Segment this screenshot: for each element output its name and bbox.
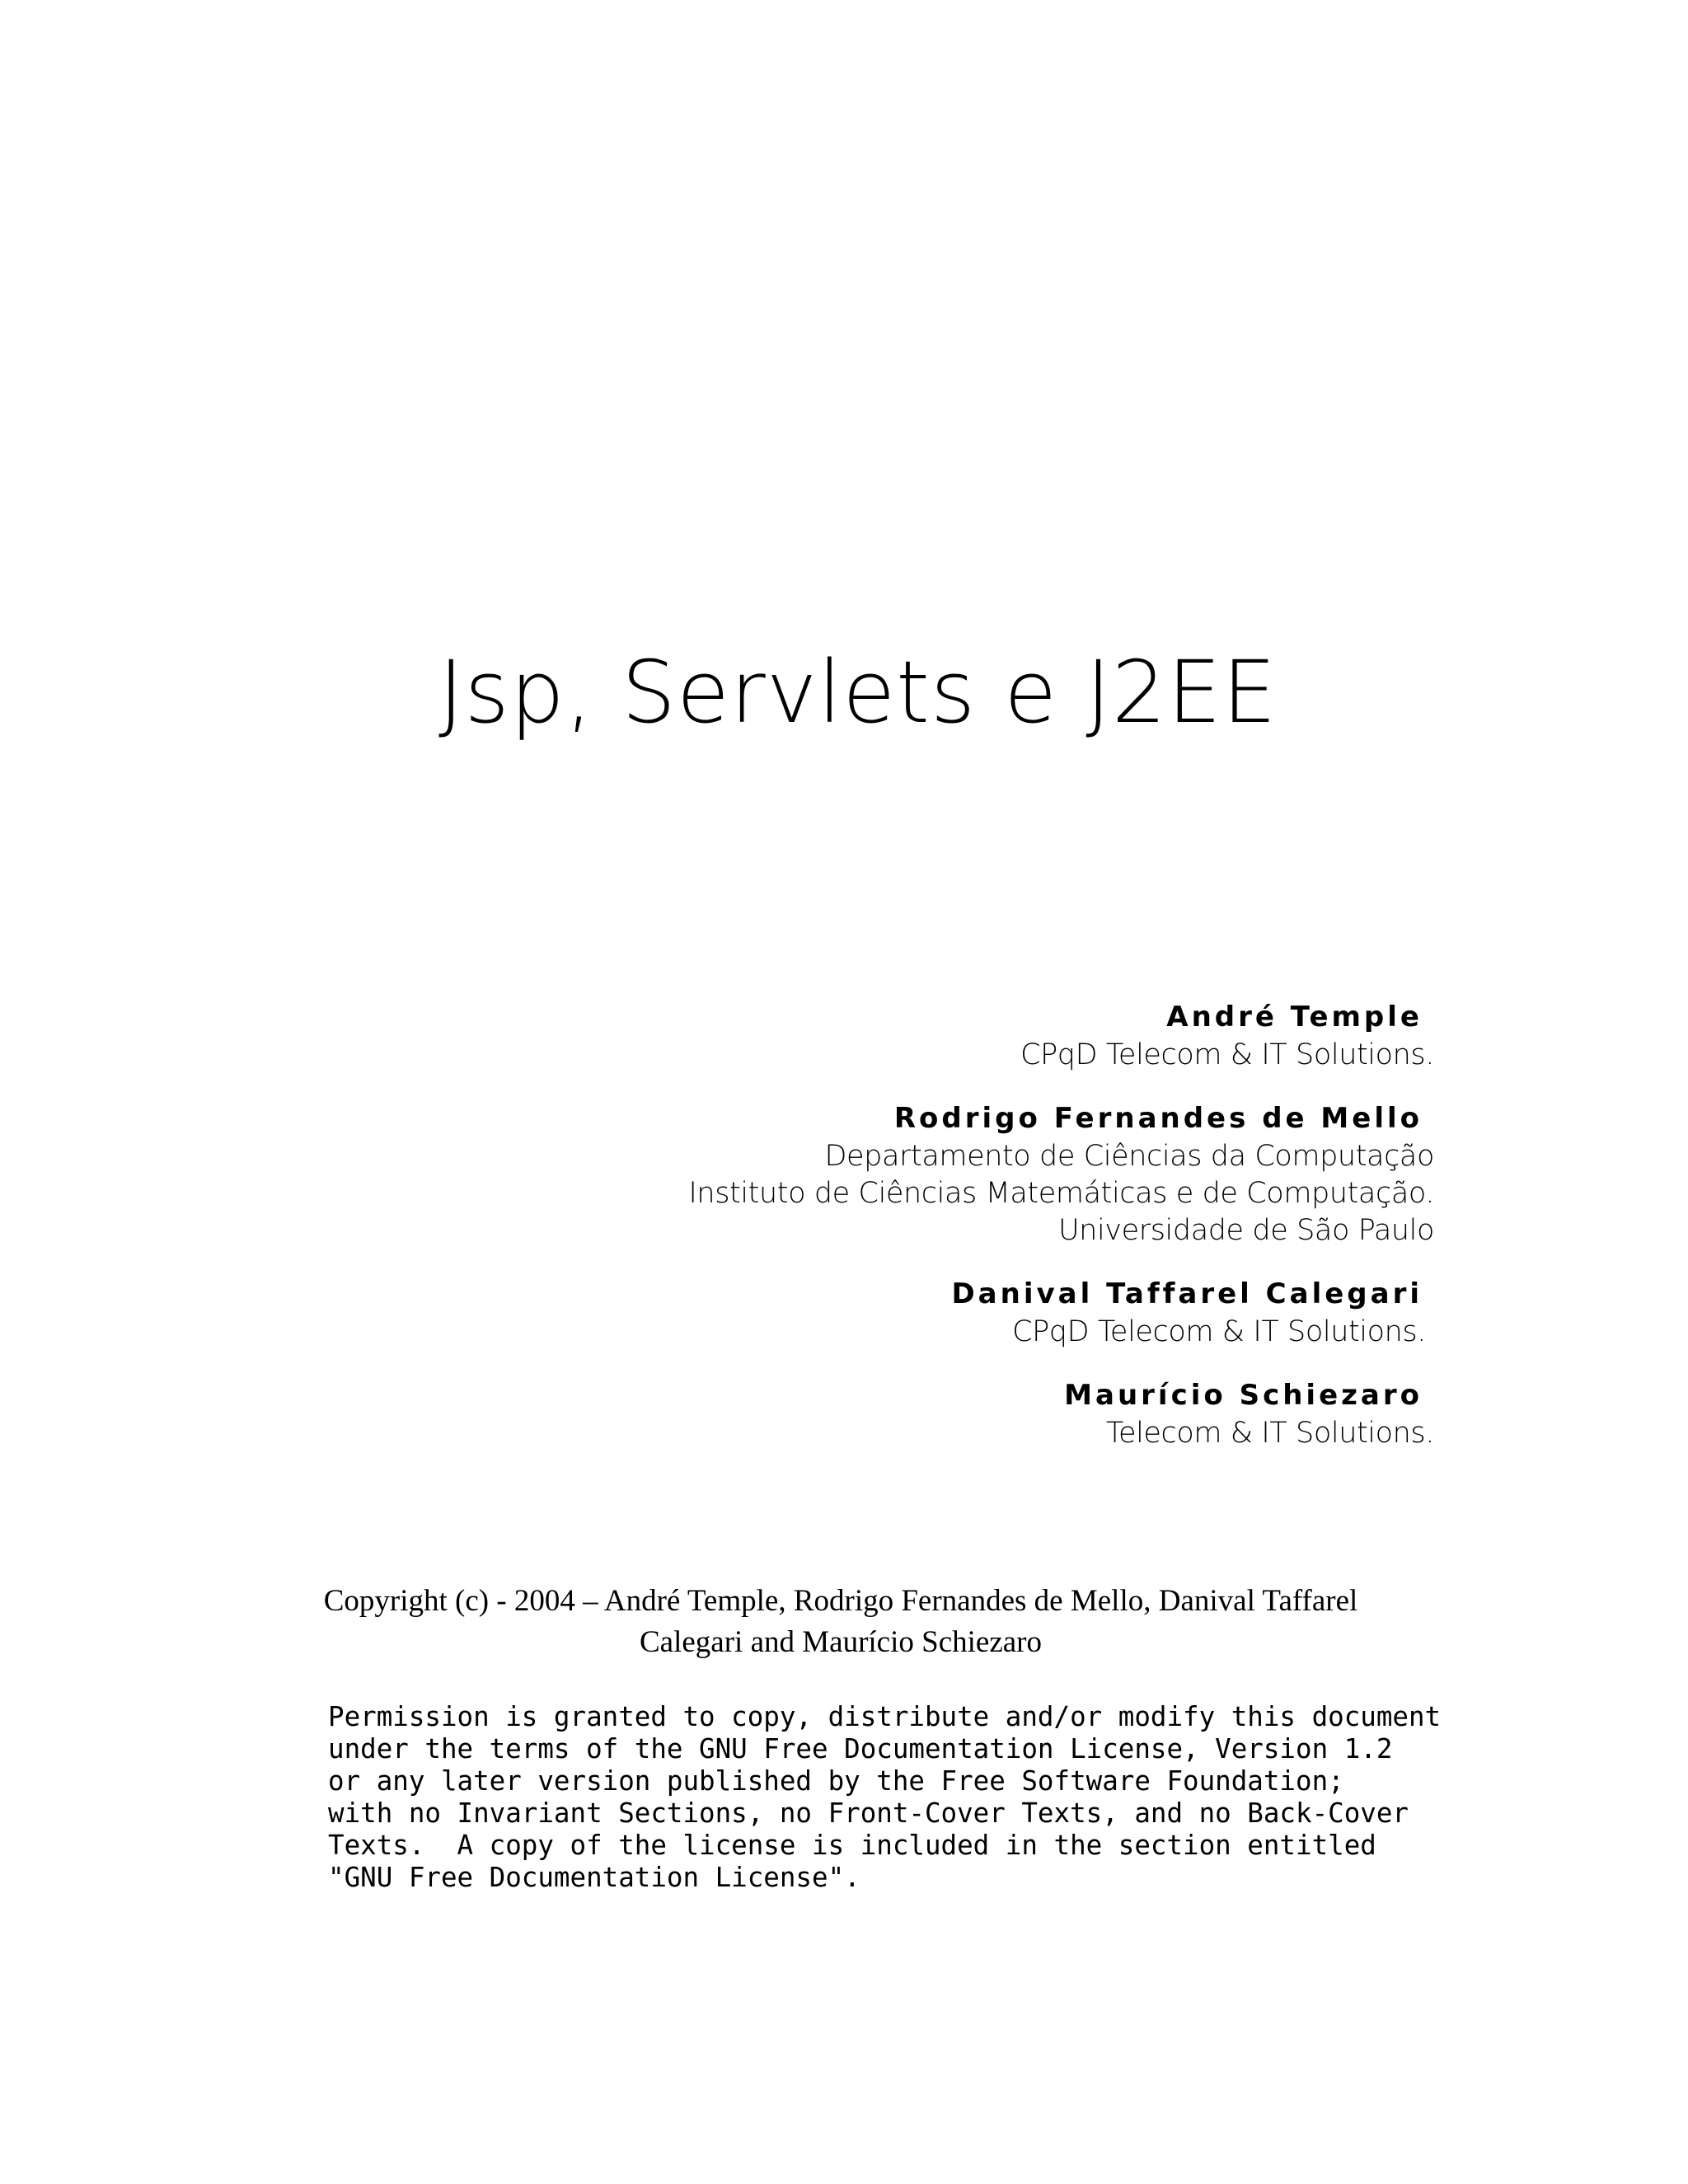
document-title: Jsp, Servlets e J2EE <box>438 642 1278 743</box>
author-name: Danival Taffarel Calegari <box>951 1277 1423 1310</box>
license-line: under the terms of the GNU Free Documentation License, Version 1.2 <box>328 1733 1393 1765</box>
author-affiliation: Universidade de São Paulo <box>1057 1214 1434 1247</box>
license-line: Texts. A copy of the license is included in the section entitled <box>328 1830 1376 1861</box>
license-line: "GNU Free Documentation License". <box>328 1862 860 1893</box>
copyright-notice <box>247 1581 1434 1663</box>
author-affiliation: CPqD Telecom & IT Solutions. <box>1012 1315 1426 1348</box>
copyright-line: Calegari and Maurício Schiezaro <box>640 1625 1042 1659</box>
author-block <box>577 1376 1434 1452</box>
author-name: André Temple <box>1166 1001 1423 1033</box>
author-name: Maurício Schiezaro <box>1064 1379 1423 1412</box>
copyright-line: Copyright (c) - 2004 – André Temple, Rodrigo Fernandes de Mello, Danival Taffarel <box>323 1584 1358 1618</box>
license-notice <box>328 1701 1482 1894</box>
authors-section <box>577 997 1434 1477</box>
author-block <box>577 997 1434 1074</box>
license-line: or any later version published by the Free Software Foundation; <box>328 1765 1344 1797</box>
author-affiliation: Instituto de Ciências Matemáticas e de Computação. <box>688 1177 1434 1210</box>
license-line: Permission is granted to copy, distribute and/or modify this document <box>328 1701 1442 1732</box>
license-line: with no Invariant Sections, no Front-Cover Texts, and no Back-Cover <box>328 1797 1409 1829</box>
author-affiliation: Telecom & IT Solutions. <box>1105 1417 1434 1450</box>
author-name: Rodrigo Fernandes de Mello <box>893 1102 1423 1135</box>
author-affiliation: Departamento de Ciências da Computação <box>824 1140 1434 1173</box>
author-block <box>577 1099 1434 1249</box>
author-affiliation: CPqD Telecom & IT Solutions. <box>1020 1038 1434 1071</box>
author-block <box>577 1274 1434 1351</box>
